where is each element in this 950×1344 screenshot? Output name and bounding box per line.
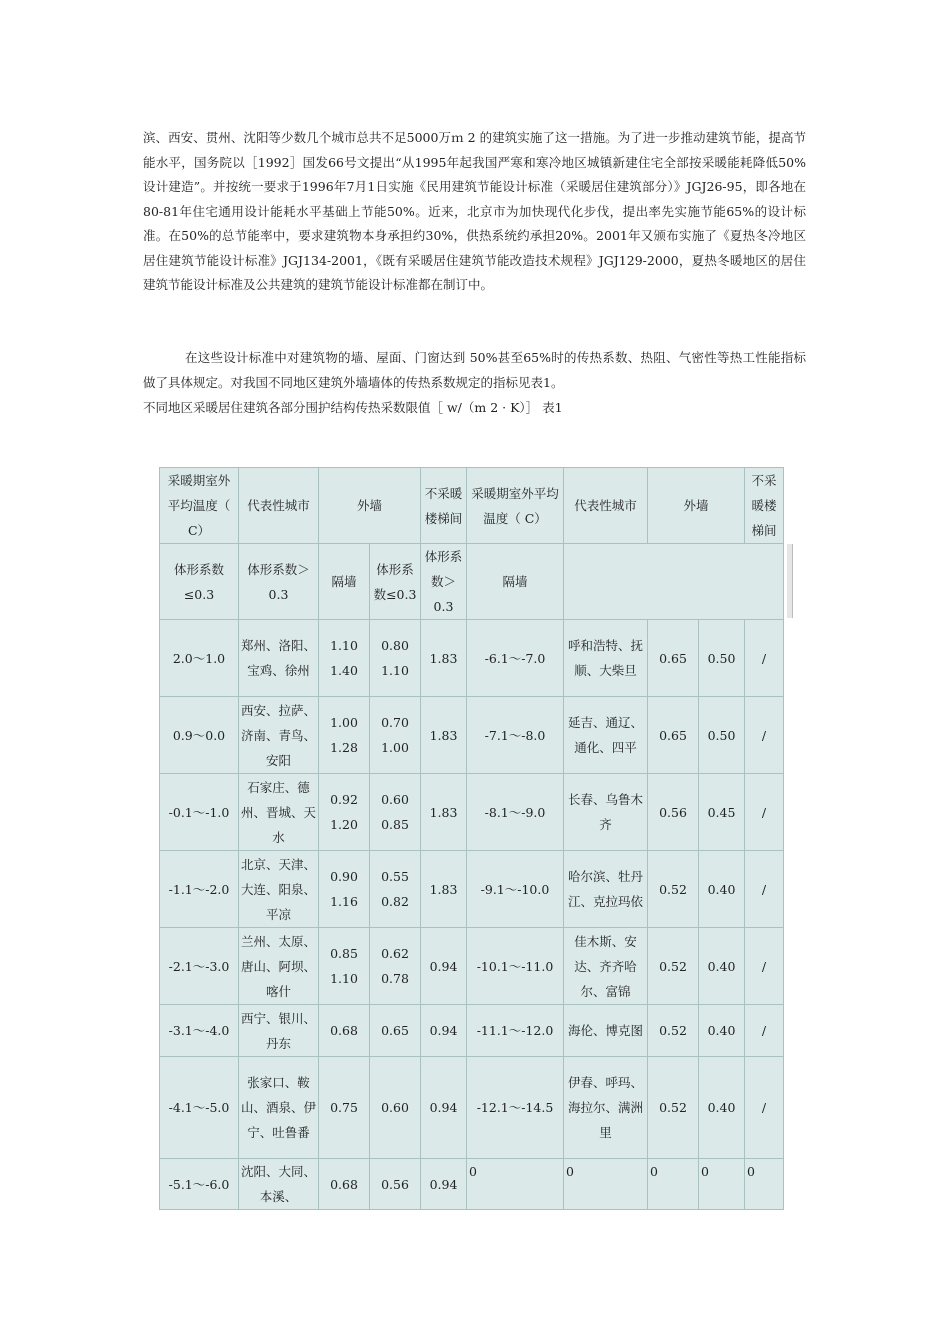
table-cell: 0.45 xyxy=(699,774,745,851)
table-cell: 0 xyxy=(699,1159,745,1210)
table-cell: / xyxy=(745,774,784,851)
table-cell: 郑州、洛阳、 宝鸡、徐州 xyxy=(239,620,319,697)
table-cell: 0.68 xyxy=(319,1159,370,1210)
table-cell: -12.1～-14.5 xyxy=(467,1057,564,1159)
table-row xyxy=(160,774,784,851)
table-cell: 长春、乌鲁木齐 xyxy=(564,774,648,851)
body-paragraph-2: 在这些设计标准中对建筑物的墙、屋面、门窗达到 50%甚至65%时的传热系数、热阻、气密性等热工性能指标做了具体规定。对我国不同地区建筑外墙墙体的传热系数规定的指标见表1。 xyxy=(143,350,806,390)
table-cell: 1.83 xyxy=(421,851,467,928)
table-cell: 0.52 xyxy=(648,928,699,1005)
table-cell: 0.40 xyxy=(699,1057,745,1159)
table-cell: 0.94 xyxy=(421,1005,467,1057)
table-cell: 1.83 xyxy=(421,697,467,774)
table-cell: 0.40 xyxy=(699,928,745,1005)
table-cell: -5.1～-6.0 xyxy=(160,1159,239,1210)
table-cell: -9.1～-10.0 xyxy=(467,851,564,928)
table-cell: 兰州、太原、唐山、阿坝、喀什 xyxy=(239,928,319,1005)
table-cell: 西宁、银川、丹东 xyxy=(239,1005,319,1057)
header-cell: 代表性城市 xyxy=(564,468,648,544)
table-cell: 延吉、通辽、通化、四平 xyxy=(564,697,648,774)
table-cell: / xyxy=(745,1005,784,1057)
table-cell: 0.85 1.10 xyxy=(319,928,370,1005)
table-cell: 0.50 xyxy=(699,620,745,697)
header-cell: 外墙 xyxy=(319,468,421,544)
table-cell: 0.70 1.00 xyxy=(370,697,421,774)
table-row xyxy=(160,1159,784,1210)
table-cell: 0.94 xyxy=(421,1057,467,1159)
table-row xyxy=(160,1005,784,1057)
table-cell: 0.50 xyxy=(699,697,745,774)
table-cell: / xyxy=(745,1057,784,1159)
table-cell: 0.65 xyxy=(648,697,699,774)
table-cell: 哈尔滨、牡丹江、克拉玛依 xyxy=(564,851,648,928)
header-cell: 体形系数＞0.3 xyxy=(421,544,467,620)
table-cell: 张家口、鞍山、酒泉、伊宁、吐鲁番 xyxy=(239,1057,319,1159)
table-cell: -3.1～-4.0 xyxy=(160,1005,239,1057)
table-cell: -6.1～-7.0 xyxy=(467,620,564,697)
table-cell: -1.1～-2.0 xyxy=(160,851,239,928)
table-cell: / xyxy=(745,697,784,774)
table-cell: 0.52 xyxy=(648,1057,699,1159)
header-cell xyxy=(564,544,784,620)
header-cell: 采暖期室外平均温度（ C） xyxy=(467,468,564,544)
table-scroll-edge xyxy=(787,544,793,618)
table-cell: -2.1～-3.0 xyxy=(160,928,239,1005)
table-cell: 0.75 xyxy=(319,1057,370,1159)
table-cell: 0.40 xyxy=(699,1005,745,1057)
table-cell: 0 xyxy=(564,1159,648,1210)
table-cell: 0.62 0.78 xyxy=(370,928,421,1005)
table-cell: 石家庄、德州、晋城、天水 xyxy=(239,774,319,851)
header-cell: 不采暖楼梯间 xyxy=(421,468,467,544)
table-cell: / xyxy=(745,928,784,1005)
table-row xyxy=(160,1057,784,1159)
table-cell: 0.9～0.0 xyxy=(160,697,239,774)
table-cell: -8.1～-9.0 xyxy=(467,774,564,851)
table-row xyxy=(160,928,784,1005)
table-cell: -7.1～-8.0 xyxy=(467,697,564,774)
table-cell: 2.0～1.0 xyxy=(160,620,239,697)
table-cell: 0.52 xyxy=(648,851,699,928)
table-cell: 呼和浩特、抚顺、大柴旦 xyxy=(564,620,648,697)
table-cell: 0.60 0.85 xyxy=(370,774,421,851)
table-cell: / xyxy=(745,851,784,928)
table-cell: 1.83 xyxy=(421,774,467,851)
table-header-row-2 xyxy=(160,544,784,620)
header-cell: 隔墙 xyxy=(319,544,370,620)
table-cell: 海伦、博克图 xyxy=(564,1005,648,1057)
table-cell: 0.65 xyxy=(370,1005,421,1057)
header-cell: 外墙 xyxy=(648,468,745,544)
table-cell: 0 xyxy=(648,1159,699,1210)
table-cell: 沈阳、大同、本溪、 xyxy=(239,1159,319,1210)
table-cell: 佳木斯、安达、齐齐哈尔、富锦 xyxy=(564,928,648,1005)
table-cell: 1.83 xyxy=(421,620,467,697)
table-cell: 0.65 xyxy=(648,620,699,697)
table-cell: 0.94 xyxy=(421,928,467,1005)
header-cell: 体形系数＞0.3 xyxy=(239,544,319,620)
body-paragraph-1: 滨、西安、贯州、沈阳等少数几个城市总共不足5000万ｍ 2 的建筑实施了这一措施。为了进一步推动建筑节能，提高节能水平，国务院以［1992］国发66号文提出“从1995年起我国严寒和寒冷地区城镇新建住宅全部按采暖能耗降低50%设计建造”。并按统一要求于1996年7月1日实施《民用建筑节能设计标准（采暖居住建筑部分）》JGJ26-95，即各地在80-81年住宅通用设计能耗水平基础上节能50%。近来，北京市为加快现代化步伐，提出率先实施节能65%的设计标准。在50%的总节能率中，要求建筑物本身承担约30%，供热系统约承担20%。2001年又颁布实施了《夏热冬冷地区居住建筑节能设计标准》JGJ134-2001，《既有采暖居住建筑节能改造技术规程》JGJ129-2000，夏热冬暖地区的居住建筑节能设计标准及公共建筑的建筑节能设计标准都在制订中。 xyxy=(143,130,806,292)
table-row xyxy=(160,620,784,697)
table-cell: 1.00 1.28 xyxy=(319,697,370,774)
table-cell: 0.68 xyxy=(319,1005,370,1057)
table-row xyxy=(160,697,784,774)
header-cell: 隔墙 xyxy=(467,544,564,620)
table-cell: 0.40 xyxy=(699,851,745,928)
table-cell: 0.56 xyxy=(370,1159,421,1210)
table-cell: 伊春、呼玛、海拉尔、满洲里 xyxy=(564,1057,648,1159)
header-cell: 体形系数≤0.3 xyxy=(370,544,421,620)
table-row xyxy=(160,851,784,928)
header-cell: 代表性城市 xyxy=(239,468,319,544)
table-cell: 0.92 1.20 xyxy=(319,774,370,851)
table-header-row-1 xyxy=(160,468,784,544)
table-cell: 0.90 1.16 xyxy=(319,851,370,928)
table-cell: 0 xyxy=(467,1159,564,1210)
table-cell: -4.1～-5.0 xyxy=(160,1057,239,1159)
table-cell: / xyxy=(745,620,784,697)
table-cell: 北京、天津、大连、阳泉、平凉 xyxy=(239,851,319,928)
table-cell: -11.1～-12.0 xyxy=(467,1005,564,1057)
table-cell: 西安、拉萨、济南、青鸟、安阳 xyxy=(239,697,319,774)
header-cell: 不采暖楼梯间 xyxy=(745,468,784,544)
header-cell: 采暖期室外平均温度（ C） xyxy=(160,468,239,544)
table-cell: -10.1～-11.0 xyxy=(467,928,564,1005)
table-cell: 0 xyxy=(745,1159,784,1210)
table-cell: 0.52 xyxy=(648,1005,699,1057)
table-cell: 0.94 xyxy=(421,1159,467,1210)
table-cell: 0.80 1.10 xyxy=(370,620,421,697)
table-caption: 不同地区采暖居住建筑各部分围护结构传热采数限值［ w/（m 2 · K）］ 表1 xyxy=(143,400,563,415)
table-cell: 1.10 1.40 xyxy=(319,620,370,697)
table-cell: 0.55 0.82 xyxy=(370,851,421,928)
table-body xyxy=(160,620,784,1210)
table-cell: -0.1～-1.0 xyxy=(160,774,239,851)
table-cell: 0.56 xyxy=(648,774,699,851)
header-cell: 体形系数≤0.3 xyxy=(160,544,239,620)
table-cell: 0.60 xyxy=(370,1057,421,1159)
heat-transfer-table xyxy=(159,467,784,1210)
